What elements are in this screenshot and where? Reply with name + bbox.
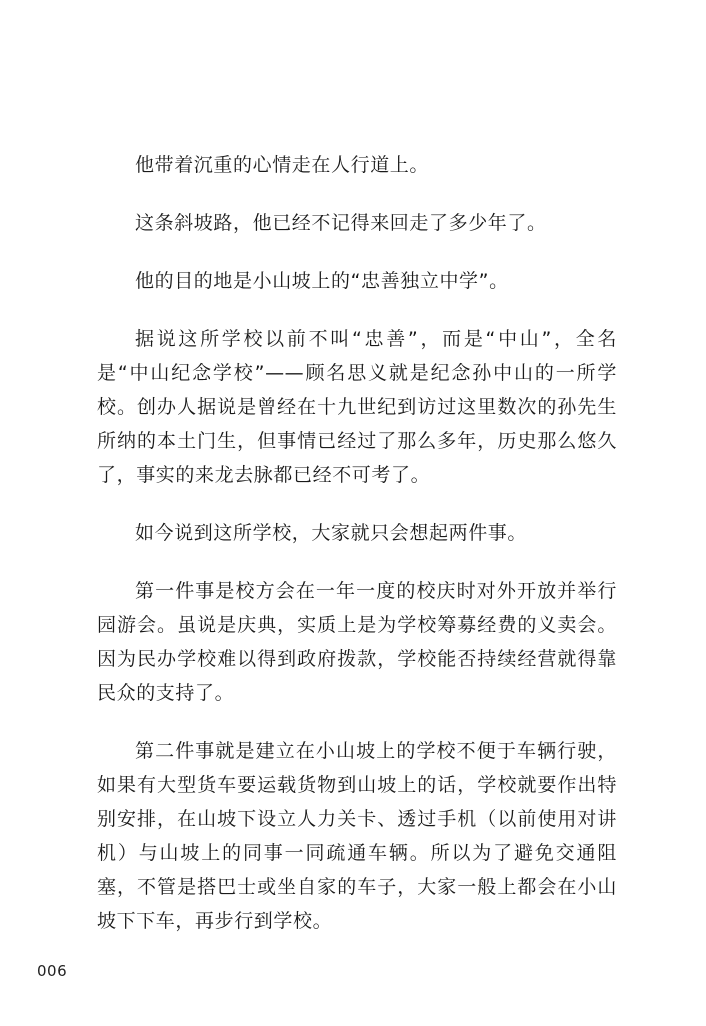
paragraph-1: 他带着沉重的心情走在人行道上。 [135,154,430,176]
paragraph-2: 这条斜坡路，他已经不记得来回走了多少年了。 [135,212,547,234]
body-text [97,148,617,962]
paragraph-7: 第二件事就是建立在小山坡上的学校不便于车辆行驶，如果有大型货车要运载货物到山坡上的话，学校就要作出特别安排，在山坡下设立人力关卡、透过手机（以前使用对讲机）与山坡上的同事一同疏通车辆。所以为了避免交通阻塞，不管是搭巴士或坐自家的车子，大家一般上都会在小山坡下下车，再步行到学校。 [97,740,617,932]
paragraph-6: 第一件事是校方会在一年一度的校庆时对外开放并举行园游会。虽说是庆典，实质上是为学校筹募经费的义卖会。因为民办学校难以得到政府拨款，学校能否持续经营就得靠民众的支持了。 [97,580,617,704]
paragraph-4: 据说这所学校以前不叫“忠善”，而是“中山”，全名是“中山纪念学校”——顾名思义就是纪念孙中山的一所学校。创办人据说是曾经在十九世纪到访过这里数次的孙先生所纳的本土门生，但事情已经过了那么多年，历史那么悠久了，事实的来龙去脉都已经不可考了。 [97,328,617,486]
paragraph-3: 他的目的地是小山坡上的“忠善独立中学”。 [135,270,509,292]
paragraph-5: 如今说到这所学校，大家就只会想起两件事。 [135,522,528,544]
page-number: 006 [37,962,68,980]
